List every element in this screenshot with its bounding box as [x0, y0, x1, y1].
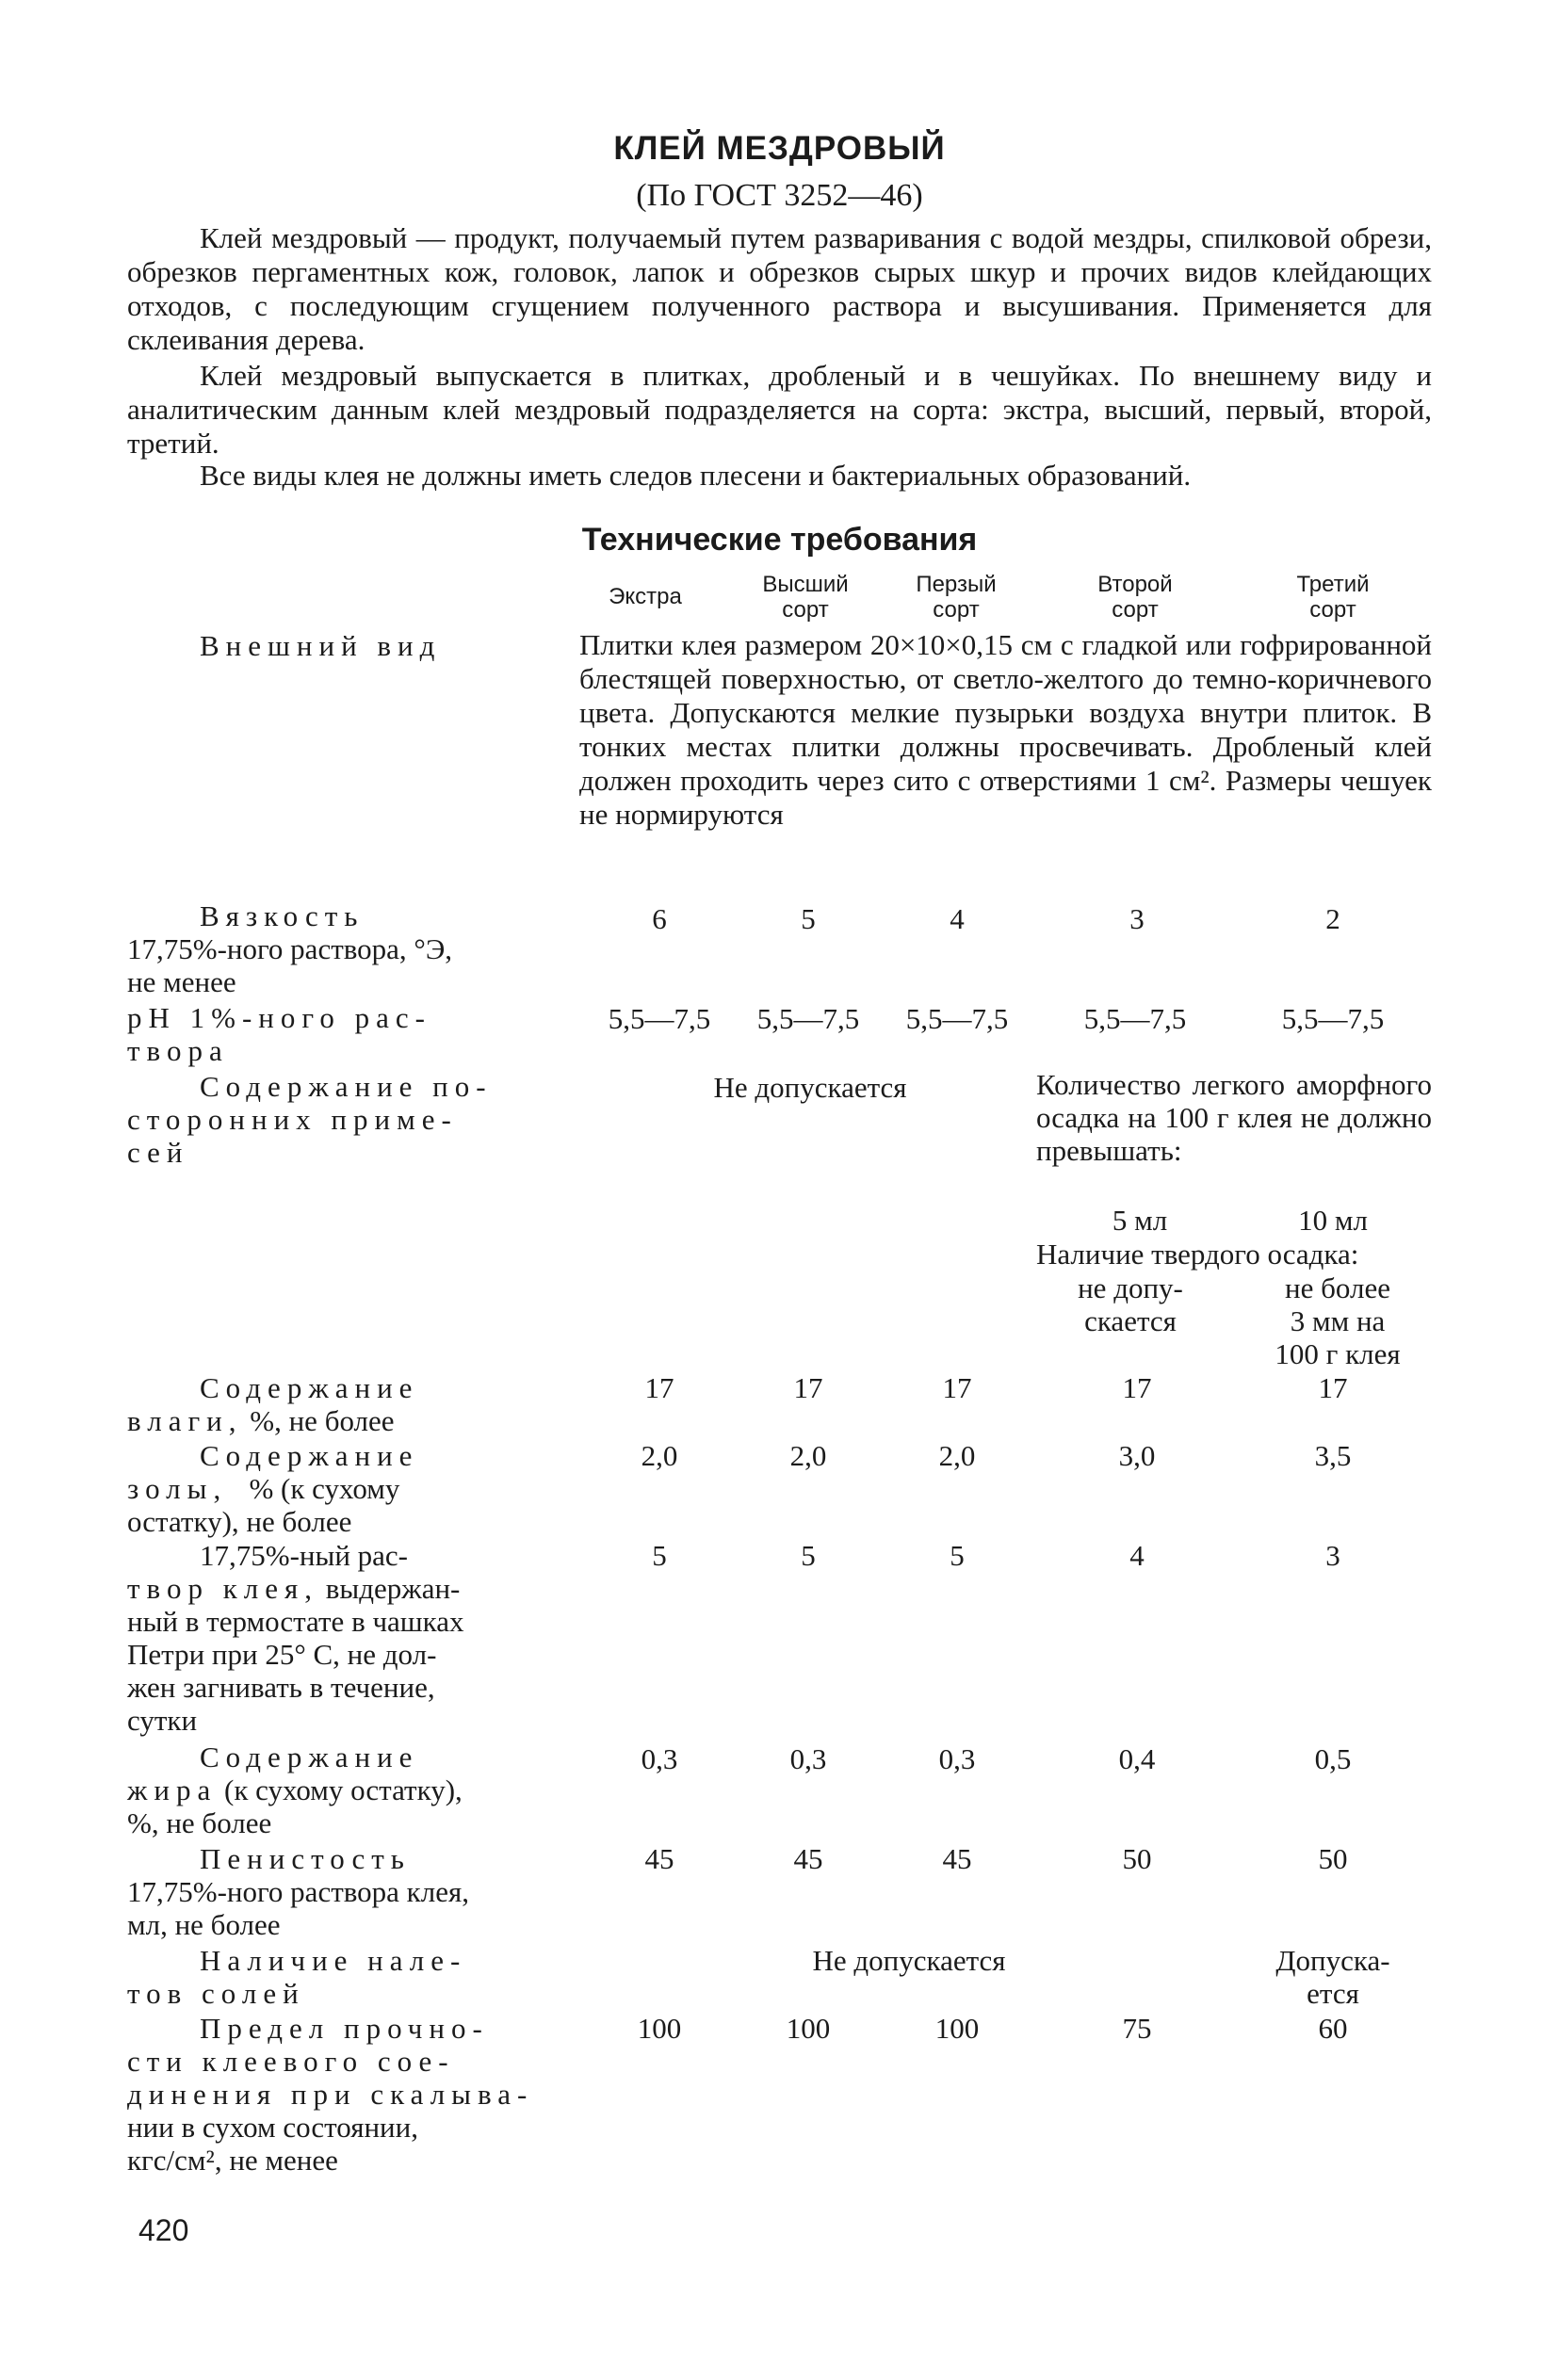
row-label-foaming: Пенистость 17,75%-ного раствора клея, мл, не более [127, 1842, 469, 1941]
column-header-highest: Высший сорт [762, 572, 849, 623]
impurities-second: 5 мл [1112, 1204, 1168, 1237]
ash-first: 2,0 [938, 1439, 976, 1472]
page-title: КЛЕЙ МЕЗДРОВЫЙ [613, 130, 946, 167]
strength-third: 60 [1318, 2012, 1348, 2045]
ash-extra: 2,0 [641, 1439, 678, 1472]
solution-second: 4 [1129, 1539, 1145, 1572]
column-header-extra: Экстра [609, 584, 682, 609]
ph-highest: 5,5—7,5 [756, 1002, 860, 1035]
foam-third: 50 [1318, 1842, 1348, 1875]
row-label-solution-stability: 17,75%-ный рас- твор клея, выдержан- ный в термостате в чашках Петри при 25° С, не дол- жен загнивать в течение, сутки [127, 1539, 464, 1737]
solution-highest: 5 [801, 1539, 816, 1572]
solid-sediment-third: не более 3 мм на 100 г клея [1275, 1271, 1401, 1370]
ph-third: 5,5—7,5 [1281, 1002, 1385, 1035]
viscosity-highest: 5 [801, 902, 816, 935]
column-header-second: Второй сорт [1097, 572, 1173, 623]
strength-first: 100 [934, 2012, 980, 2045]
intro-paragraph-2: Клей мездровый выпускается в плитках, дробленый и в чешуйках. По внешнему виду и аналитическим данным клей мездровый подразделяется на сорта: экстра, высший, первый, второй, третий. [127, 359, 1432, 460]
moisture-third: 17 [1318, 1371, 1348, 1404]
foam-extra: 45 [644, 1842, 674, 1875]
ash-highest: 2,0 [789, 1439, 827, 1472]
section-title: Технические требования [581, 522, 978, 558]
solution-first: 5 [950, 1539, 965, 1572]
fat-third: 0,5 [1314, 1742, 1352, 1775]
viscosity-first: 4 [950, 902, 965, 935]
ph-second: 5,5—7,5 [1083, 1002, 1187, 1035]
ph-extra: 5,5—7,5 [608, 1002, 711, 1035]
appearance-description: Плитки клея размером 20×10×0,15 см с гладкой или гофрированной блестящей поверхностью, от светло-желтого до темно-коричневого цвета. Допускаются мелкие пузырьки воздуха внутри плиток. В тонких местах плитки должны просвечивать. Дробленый клей должен проходить через сито с отверстиями 1 см². Размеры чешуек не нормируются [579, 628, 1432, 831]
ph-first: 5,5—7,5 [905, 1002, 1009, 1035]
intro-paragraph-1: Клей мездровый — продукт, получаемый путем разваривания с водой мездры, спилковой обрези, обрезков пергаментных кож, головок, лапок и обрезков сырых шкур и прочих видов клейдающих отходов, с последующим сгущением полученного раствора и высушивания. Применяется для склеивания дерева. [127, 221, 1432, 356]
row-label-ph: pH 1%-ного рас- твора [127, 1001, 431, 1067]
foam-highest: 45 [793, 1842, 823, 1875]
solid-sediment-second: не допу- скается [1078, 1271, 1183, 1337]
row-label-moisture: Содержание влаги, %, не более [127, 1371, 419, 1437]
foam-first: 45 [942, 1842, 972, 1875]
moisture-highest: 17 [793, 1371, 823, 1404]
ash-second: 3,0 [1118, 1439, 1156, 1472]
ash-third: 3,5 [1314, 1439, 1352, 1472]
viscosity-second: 3 [1129, 902, 1145, 935]
solid-sediment-note: Наличие твердого осадка: [1036, 1238, 1359, 1271]
row-label-appearance: Внешний вид [200, 629, 442, 662]
moisture-second: 17 [1122, 1371, 1152, 1404]
row-label-strength: Предел прочно- сти клеевого сое- динения при скалыва- нии в сухом состоянии, кгс/см², не менее [127, 2012, 534, 2177]
column-header-first: Перзый сорт [916, 572, 997, 623]
strength-second: 75 [1122, 2012, 1152, 2045]
strength-highest: 100 [786, 2012, 831, 2045]
column-header-third: Третий сорт [1296, 572, 1370, 623]
row-label-impurities: Содержание по- сторонних приме- сей [127, 1070, 493, 1169]
foam-second: 50 [1122, 1842, 1152, 1875]
fat-extra: 0,3 [641, 1742, 678, 1775]
strength-extra: 100 [637, 2012, 682, 2045]
row-label-salts: Наличие нале- тов солей [127, 1944, 467, 2010]
solution-extra: 5 [652, 1539, 667, 1572]
impurities-not-allowed: Не допускается [713, 1071, 907, 1104]
row-label-ash: Содержание золы, % (к сухому остатку), не более [127, 1439, 419, 1538]
intro-paragraph-3: Все виды клея не должны иметь следов плесени и бактериальных образований. [200, 459, 1192, 492]
fat-highest: 0,3 [789, 1742, 827, 1775]
impurities-note: Количество легкого аморфного осадка на 100 г клея не должно превышать: [1036, 1068, 1432, 1167]
row-label-viscosity: Вязкость 17,75%-ного раствора, °Э, не менее [127, 899, 453, 998]
fat-second: 0,4 [1118, 1742, 1156, 1775]
row-label-fat: Содержание жира (к сухому остатку), %, не более [127, 1740, 463, 1839]
salts-not-allowed: Не допускается [812, 1944, 1006, 1977]
viscosity-third: 2 [1325, 902, 1340, 935]
moisture-first: 17 [942, 1371, 972, 1404]
salts-third: Допуска- ется [1275, 1944, 1390, 2010]
solution-third: 3 [1325, 1539, 1340, 1572]
page-number: 420 [138, 2213, 189, 2247]
moisture-extra: 17 [644, 1371, 674, 1404]
fat-first: 0,3 [938, 1742, 976, 1775]
standard-reference: (По ГОСТ 3252—46) [636, 178, 923, 213]
impurities-third: 10 мл [1298, 1204, 1368, 1237]
viscosity-extra: 6 [652, 902, 667, 935]
